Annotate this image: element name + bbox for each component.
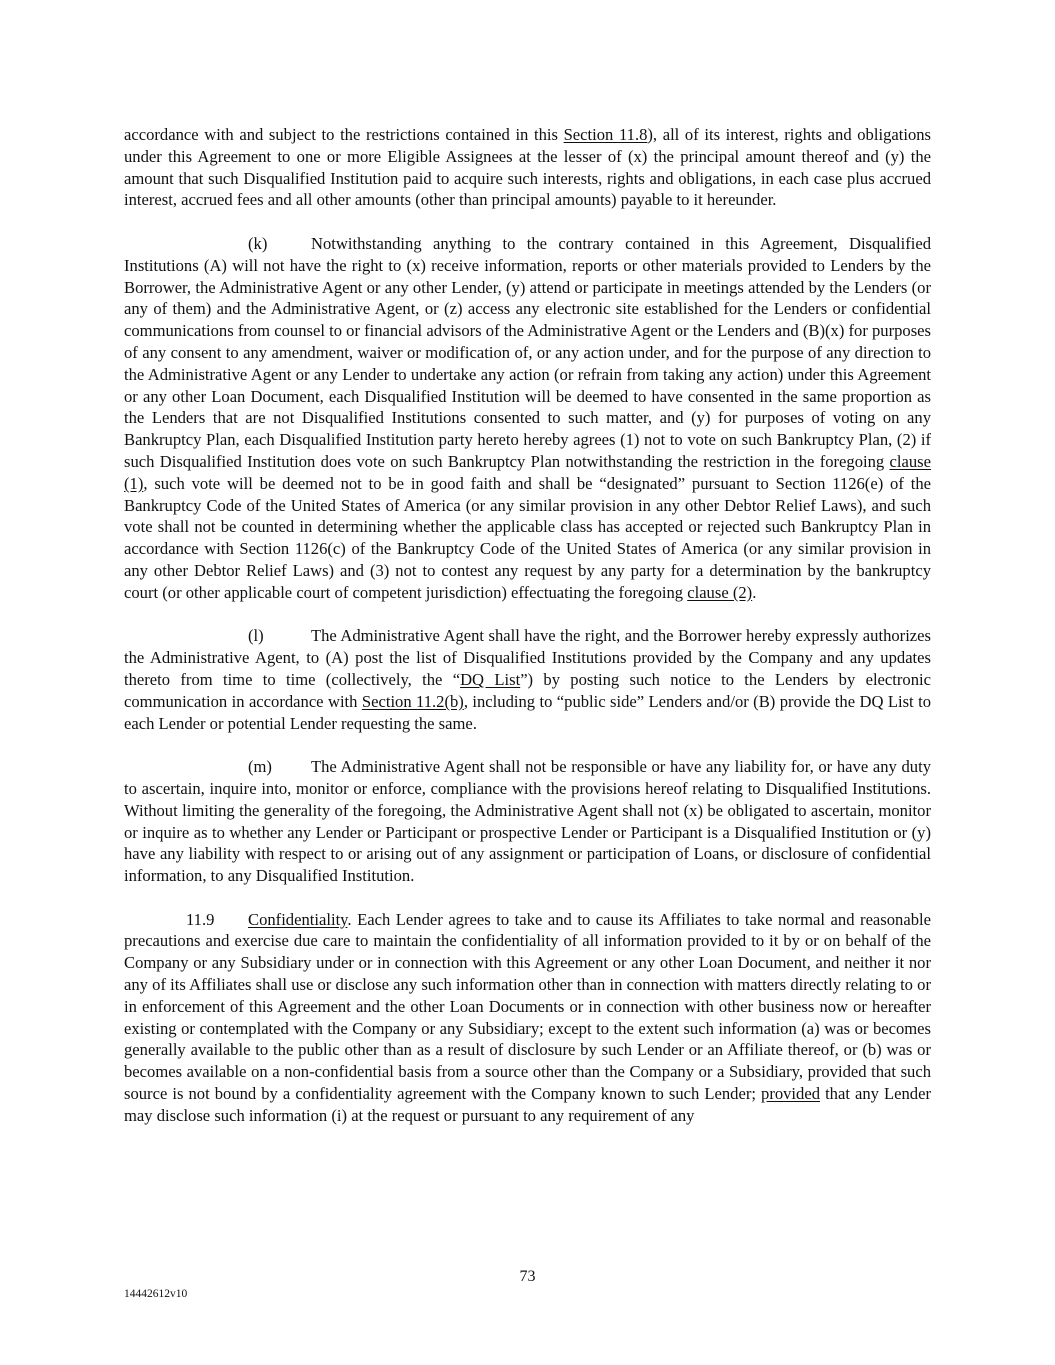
section-11-9: 11.9 Confidentiality. Each Lender agrees to take and to cause its Affiliates to take normal and reasonable precautions and exercise due care to maintain the confidentiality of all information provided to it by or on behalf of the Company or any Subsidiary under or in connection with this Agreement or any other Loan Document, and neither it nor any of its Affiliates shall use or disclose any such information other than in connection with matters directly relating to or in enforcement of this Agreement and the other Loan Documents or in connection with other business now or hereafter existing or contemplated with the Company or any Subsidiary; except to the extent such information (a) was or becomes generally available to the public other than as a result of disclosure by such Lender or an Affiliate thereof, or (b) was or becomes available on a non-confidential basis from a source other than the Company or a Subsidiary, provided that such source is not bound by a confidentiality agreement with the Company known to such Lender; provided that any Lender may disclose such information (i) at the request or pursuant to any requirement of any [124,909,931,1125]
defined-term: DQ List [460,669,521,689]
paragraph-k: (k) Notwithstanding anything to the contrary contained in this Agreement, Disqualified Institutions (A) will not have the right to (x) receive information, reports or other materials provided to Lenders by the Borrower, the Administrative Agent or any other Lender, (y) attend or participate in meetings attended by the Lenders (or any of them) and the Administrative Agent, or (z) access any electronic site established for the Lenders or confidential communications from counsel to or financial advisors of the Administrative Agent or the Lenders and (B)(x) for purposes of any consent to any amendment, waiver or modification of, or any action under, and for the purpose of any direction to the Administrative Agent or any Lender to undertake any action (or refrain from taking any action) under this Agreement or any other Loan Document, each Disqualified Institution will be deemed to have consented in the same proportion as the Lenders that are not Disqualified Institutions consented to such matter, and (y) for purposes of voting on any Bankruptcy Plan, each Disqualified Institution party hereto hereby agrees (1) not to vote on such Bankruptcy Plan, (2) if such Disqualified Institution does vote on such Bankruptcy Plan notwithstanding the restriction in the foregoing clause (1), such vote will be deemed not to be in good faith and shall be “designated” pursuant to Section 1126(e) of the Bankruptcy Code of the United States of America (or any similar provision in any other Debtor Relief Laws), and such vote shall not be counted in determining whether the applicable class has accepted or rejected such Bankruptcy Plan in accordance with Section 1126(c) of the Bankruptcy Code of the United States of America (or any similar provision in any other Debtor Relief Laws) and (3) not to contest any request by any party for a determination by the bankruptcy court (or other applicable court of competent jurisdiction) effectuating the foregoing clause (2). [124,233,931,602]
paragraph-l: (l) The Administrative Agent shall have the right, and the Borrower hereby expressly authorizes the Administrative Agent, to (A) post the list of Disqualified Institutions provided by the Company and any updates thereto from time to time (collectively, the “DQ List”) by posting such notice to the Lenders by electronic communication in accordance with Section 11.2(b), including to “public side” Lenders and/or (B) provide the DQ List to each Lender or potential Lender requesting the same. [124,626,931,733]
section-number: 11.9 [186,909,215,929]
proviso-term: provided [761,1084,821,1104]
clause-reference: clause (2) [687,582,753,602]
section-reference: Section 11.8 [563,125,648,144]
document-id: 14442612v10 [124,1288,188,1300]
section-heading: Confidentiality [248,909,348,929]
document-body [124,124,931,1148]
page-number: 73 [519,1268,536,1285]
paragraph-m: (m) The Administrative Agent shall not be responsible or have any liability for, or have any duty to ascertain, inquire into, monitor or enforce, compliance with the provisions hereof relating to Disqualified Institutions. Without limiting the generality of the foregoing, the Administrative Agent shall not (x) be obligated to ascertain, monitor or inquire as to whether any Lender or Participant or prospective Lender or Participant is a Disqualified Institution or (y) have any liability with respect to or arising out of any assignment or participation of Loans, or disclosure of confidential information, to any Disqualified Institution. [124,757,931,886]
paragraph-j-continuation: accordance with and subject to the restrictions contained in this Section 11.8), all of its interest, rights and obligations under this Agreement to one or more Eligible Assignees at the lesser of (x) the principal amount thereof and (y) the amount that such Disqualified Institution paid to acquire such interests, rights and obligations, in each case plus accrued interest, accrued fees and all other amounts (other than principal amounts) payable to it hereunder. [124,125,932,210]
clause-reference: clause (1) [124,451,931,493]
paragraph-label: (m) [248,757,272,777]
paragraph-label: (k) [248,233,268,253]
paragraph-label: (l) [248,626,264,646]
section-reference: Section 11.2(b) [361,691,464,711]
